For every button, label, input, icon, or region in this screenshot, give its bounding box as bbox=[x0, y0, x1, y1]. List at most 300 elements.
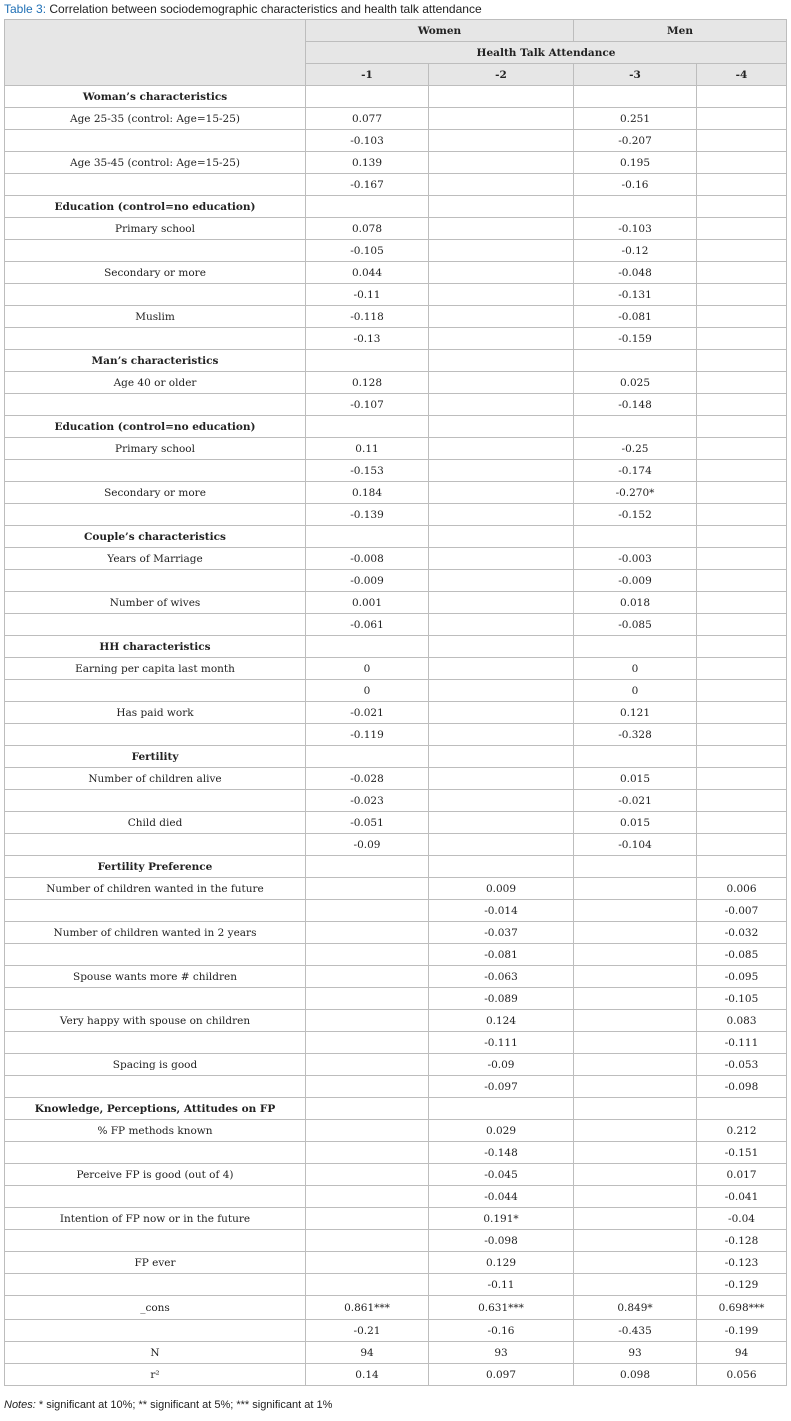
value-cell-col-3: 0.195 bbox=[574, 152, 697, 174]
value-cell-col-4 bbox=[697, 306, 787, 328]
value-cell-col-1: -0.153 bbox=[306, 460, 429, 482]
table-row bbox=[5, 460, 787, 482]
row-label-empty bbox=[5, 1076, 306, 1098]
value-cell-col-4 bbox=[697, 394, 787, 416]
value-cell-col-3 bbox=[574, 416, 697, 438]
value-cell-col-1 bbox=[306, 1120, 429, 1142]
value-cell-col-4 bbox=[697, 526, 787, 548]
row-label: Perceive FP is good (out of 4) bbox=[5, 1164, 306, 1186]
value-cell-col-3 bbox=[574, 1010, 697, 1032]
value-cell-col-1 bbox=[306, 1076, 429, 1098]
value-cell-col-4 bbox=[697, 416, 787, 438]
value-cell-col-3 bbox=[574, 1230, 697, 1252]
value-cell-col-2: -0.09 bbox=[429, 1054, 574, 1076]
value-cell-col-3: -0.152 bbox=[574, 504, 697, 526]
row-label: Spouse wants more # children bbox=[5, 966, 306, 988]
value-cell-col-2 bbox=[429, 680, 574, 702]
value-cell-col-3 bbox=[574, 350, 697, 372]
value-cell-col-4: -0.129 bbox=[697, 1274, 787, 1296]
value-cell-col-1: 0 bbox=[306, 680, 429, 702]
value-cell-col-2 bbox=[429, 504, 574, 526]
table-row bbox=[5, 372, 787, 394]
value-cell-col-3: -0.085 bbox=[574, 614, 697, 636]
value-cell-col-4 bbox=[697, 482, 787, 504]
table-row bbox=[5, 702, 787, 724]
table-row bbox=[5, 1164, 787, 1186]
value-cell-col-3 bbox=[574, 856, 697, 878]
row-label-empty bbox=[5, 1230, 306, 1252]
value-cell-col-4 bbox=[697, 218, 787, 240]
value-cell-col-4: -0.111 bbox=[697, 1032, 787, 1054]
row-label-empty bbox=[5, 1032, 306, 1054]
row-label-empty bbox=[5, 900, 306, 922]
value-cell-col-4: -0.199 bbox=[697, 1320, 787, 1342]
value-cell-col-1 bbox=[306, 1032, 429, 1054]
table-row bbox=[5, 1076, 787, 1098]
value-cell-col-1 bbox=[306, 1274, 429, 1296]
value-cell-col-3: -0.12 bbox=[574, 240, 697, 262]
value-cell-col-3 bbox=[574, 1274, 697, 1296]
value-cell-col-4: 94 bbox=[697, 1342, 787, 1364]
table-row bbox=[5, 240, 787, 262]
table-row bbox=[5, 394, 787, 416]
table-row bbox=[5, 438, 787, 460]
value-cell-col-1 bbox=[306, 1098, 429, 1120]
value-cell-col-2 bbox=[429, 108, 574, 130]
value-cell-col-4 bbox=[697, 592, 787, 614]
value-cell-col-1: -0.051 bbox=[306, 812, 429, 834]
value-cell-col-2 bbox=[429, 196, 574, 218]
section-heading: Fertility Preference bbox=[5, 856, 306, 878]
value-cell-col-1: -0.021 bbox=[306, 702, 429, 724]
header-men: Men bbox=[574, 20, 787, 42]
table-row bbox=[5, 790, 787, 812]
value-cell-col-4 bbox=[697, 86, 787, 108]
value-cell-col-3: -0.270* bbox=[574, 482, 697, 504]
table-caption-label: Table 3: bbox=[4, 2, 47, 16]
section-heading: Couple’s characteristics bbox=[5, 526, 306, 548]
value-cell-col-2 bbox=[429, 614, 574, 636]
row-label-empty bbox=[5, 240, 306, 262]
table-row bbox=[5, 306, 787, 328]
table-row bbox=[5, 1208, 787, 1230]
value-cell-col-3 bbox=[574, 922, 697, 944]
value-cell-col-1 bbox=[306, 922, 429, 944]
value-cell-col-4: 0.056 bbox=[697, 1364, 787, 1386]
value-cell-col-4 bbox=[697, 174, 787, 196]
value-cell-col-4 bbox=[697, 196, 787, 218]
table-row bbox=[5, 900, 787, 922]
header-col-4: -4 bbox=[697, 64, 787, 86]
value-cell-col-2 bbox=[429, 174, 574, 196]
section-row bbox=[5, 636, 787, 658]
value-cell-col-1 bbox=[306, 746, 429, 768]
value-cell-col-1: -0.028 bbox=[306, 768, 429, 790]
value-cell-col-2: -0.014 bbox=[429, 900, 574, 922]
value-cell-col-2 bbox=[429, 350, 574, 372]
row-label-empty bbox=[5, 394, 306, 416]
row-label: Age 35-45 (control: Age=15-25) bbox=[5, 152, 306, 174]
value-cell-col-1: -0.09 bbox=[306, 834, 429, 856]
table-row bbox=[5, 988, 787, 1010]
value-cell-col-4: 0.698*** bbox=[697, 1296, 787, 1320]
section-row bbox=[5, 856, 787, 878]
value-cell-col-1: -0.008 bbox=[306, 548, 429, 570]
value-cell-col-3: -0.103 bbox=[574, 218, 697, 240]
value-cell-col-4 bbox=[697, 658, 787, 680]
value-cell-col-4: -0.04 bbox=[697, 1208, 787, 1230]
header-col-2: -2 bbox=[429, 64, 574, 86]
row-label-empty bbox=[5, 1142, 306, 1164]
row-label-empty bbox=[5, 460, 306, 482]
value-cell-col-1: -0.103 bbox=[306, 130, 429, 152]
value-cell-col-2: -0.037 bbox=[429, 922, 574, 944]
row-label-empty bbox=[5, 1320, 306, 1342]
value-cell-col-1 bbox=[306, 944, 429, 966]
value-cell-col-2 bbox=[429, 702, 574, 724]
row-label: Number of children wanted in the future bbox=[5, 878, 306, 900]
value-cell-col-2: 0.097 bbox=[429, 1364, 574, 1386]
value-cell-col-3: 93 bbox=[574, 1342, 697, 1364]
value-cell-col-3 bbox=[574, 636, 697, 658]
value-cell-col-1: -0.009 bbox=[306, 570, 429, 592]
value-cell-col-4: -0.128 bbox=[697, 1230, 787, 1252]
value-cell-col-3 bbox=[574, 1076, 697, 1098]
row-label-empty bbox=[5, 504, 306, 526]
value-cell-col-2: 0.129 bbox=[429, 1252, 574, 1274]
row-label-empty bbox=[5, 570, 306, 592]
value-cell-col-1 bbox=[306, 1054, 429, 1076]
table-row bbox=[5, 262, 787, 284]
row-label: Intention of FP now or in the future bbox=[5, 1208, 306, 1230]
value-cell-col-4 bbox=[697, 702, 787, 724]
value-cell-col-3: -0.207 bbox=[574, 130, 697, 152]
section-row bbox=[5, 196, 787, 218]
row-label: Very happy with spouse on children bbox=[5, 1010, 306, 1032]
value-cell-col-1 bbox=[306, 966, 429, 988]
table-body bbox=[5, 86, 787, 1386]
value-cell-col-4 bbox=[697, 152, 787, 174]
value-cell-col-2 bbox=[429, 86, 574, 108]
value-cell-col-4: -0.053 bbox=[697, 1054, 787, 1076]
table-row bbox=[5, 1010, 787, 1032]
table-row bbox=[5, 1364, 787, 1386]
row-label: r² bbox=[5, 1364, 306, 1386]
value-cell-col-1: -0.023 bbox=[306, 790, 429, 812]
value-cell-col-3: -0.148 bbox=[574, 394, 697, 416]
value-cell-col-2: -0.045 bbox=[429, 1164, 574, 1186]
table-row bbox=[5, 152, 787, 174]
value-cell-col-4: -0.123 bbox=[697, 1252, 787, 1274]
value-cell-col-1: 0.044 bbox=[306, 262, 429, 284]
value-cell-col-3: 0.025 bbox=[574, 372, 697, 394]
value-cell-col-1: 0.139 bbox=[306, 152, 429, 174]
value-cell-col-2 bbox=[429, 548, 574, 570]
value-cell-col-2 bbox=[429, 768, 574, 790]
value-cell-col-3: 0.018 bbox=[574, 592, 697, 614]
section-heading: Knowledge, Perceptions, Attitudes on FP bbox=[5, 1098, 306, 1120]
section-row bbox=[5, 416, 787, 438]
value-cell-col-2 bbox=[429, 372, 574, 394]
row-label-empty bbox=[5, 790, 306, 812]
value-cell-col-3 bbox=[574, 1164, 697, 1186]
table-row bbox=[5, 680, 787, 702]
value-cell-col-1 bbox=[306, 878, 429, 900]
value-cell-col-4 bbox=[697, 570, 787, 592]
table-row bbox=[5, 218, 787, 240]
value-cell-col-1: -0.061 bbox=[306, 614, 429, 636]
notes-label: Notes: bbox=[4, 1399, 36, 1411]
value-cell-col-1: -0.119 bbox=[306, 724, 429, 746]
table-row bbox=[5, 658, 787, 680]
value-cell-col-3: -0.25 bbox=[574, 438, 697, 460]
value-cell-col-1: 0.001 bbox=[306, 592, 429, 614]
value-cell-col-3 bbox=[574, 746, 697, 768]
value-cell-col-3 bbox=[574, 988, 697, 1010]
row-label: _cons bbox=[5, 1296, 306, 1320]
row-label: Secondary or more bbox=[5, 262, 306, 284]
value-cell-col-4 bbox=[697, 350, 787, 372]
value-cell-col-1 bbox=[306, 1010, 429, 1032]
value-cell-col-2 bbox=[429, 394, 574, 416]
value-cell-col-2: -0.081 bbox=[429, 944, 574, 966]
value-cell-col-1: -0.105 bbox=[306, 240, 429, 262]
value-cell-col-3 bbox=[574, 86, 697, 108]
value-cell-col-1 bbox=[306, 196, 429, 218]
value-cell-col-1: -0.139 bbox=[306, 504, 429, 526]
section-row bbox=[5, 86, 787, 108]
section-row bbox=[5, 526, 787, 548]
value-cell-col-3: -0.159 bbox=[574, 328, 697, 350]
row-label-empty bbox=[5, 944, 306, 966]
value-cell-col-3: 0.015 bbox=[574, 812, 697, 834]
value-cell-col-1: -0.118 bbox=[306, 306, 429, 328]
value-cell-col-4 bbox=[697, 460, 787, 482]
value-cell-col-4 bbox=[697, 790, 787, 812]
value-cell-col-3 bbox=[574, 1120, 697, 1142]
section-row bbox=[5, 350, 787, 372]
value-cell-col-3 bbox=[574, 900, 697, 922]
value-cell-col-3: -0.048 bbox=[574, 262, 697, 284]
value-cell-col-4: -0.007 bbox=[697, 900, 787, 922]
value-cell-col-4 bbox=[697, 724, 787, 746]
value-cell-col-2: -0.098 bbox=[429, 1230, 574, 1252]
table-row bbox=[5, 834, 787, 856]
value-cell-col-4: 0.212 bbox=[697, 1120, 787, 1142]
value-cell-col-3 bbox=[574, 878, 697, 900]
table-row bbox=[5, 922, 787, 944]
table-row bbox=[5, 284, 787, 306]
value-cell-col-3 bbox=[574, 1032, 697, 1054]
value-cell-col-4 bbox=[697, 438, 787, 460]
row-label-empty bbox=[5, 724, 306, 746]
table-row bbox=[5, 504, 787, 526]
value-cell-col-3: -0.435 bbox=[574, 1320, 697, 1342]
value-cell-col-3: -0.021 bbox=[574, 790, 697, 812]
value-cell-col-2: 93 bbox=[429, 1342, 574, 1364]
value-cell-col-2 bbox=[429, 856, 574, 878]
value-cell-col-3: -0.16 bbox=[574, 174, 697, 196]
table-row bbox=[5, 174, 787, 196]
row-label: % FP methods known bbox=[5, 1120, 306, 1142]
row-label-empty bbox=[5, 1274, 306, 1296]
value-cell-col-2: -0.097 bbox=[429, 1076, 574, 1098]
value-cell-col-2 bbox=[429, 306, 574, 328]
value-cell-col-2 bbox=[429, 746, 574, 768]
table-row bbox=[5, 1320, 787, 1342]
table-row bbox=[5, 1054, 787, 1076]
table-row bbox=[5, 1120, 787, 1142]
value-cell-col-3 bbox=[574, 196, 697, 218]
value-cell-col-2 bbox=[429, 130, 574, 152]
row-label-empty bbox=[5, 328, 306, 350]
value-cell-col-2: -0.11 bbox=[429, 1274, 574, 1296]
value-cell-col-1: -0.13 bbox=[306, 328, 429, 350]
value-cell-col-1 bbox=[306, 1230, 429, 1252]
row-label: Primary school bbox=[5, 218, 306, 240]
section-heading: Education (control=no education) bbox=[5, 416, 306, 438]
table-row bbox=[5, 966, 787, 988]
header-col-1: -1 bbox=[306, 64, 429, 86]
value-cell-col-3 bbox=[574, 1186, 697, 1208]
section-heading: HH characteristics bbox=[5, 636, 306, 658]
value-cell-col-2 bbox=[429, 526, 574, 548]
value-cell-col-1 bbox=[306, 900, 429, 922]
value-cell-col-4 bbox=[697, 130, 787, 152]
value-cell-col-4 bbox=[697, 284, 787, 306]
value-cell-col-2 bbox=[429, 416, 574, 438]
value-cell-col-4 bbox=[697, 680, 787, 702]
value-cell-col-3 bbox=[574, 1142, 697, 1164]
table-row bbox=[5, 1032, 787, 1054]
value-cell-col-1: -0.11 bbox=[306, 284, 429, 306]
value-cell-col-3: 0.098 bbox=[574, 1364, 697, 1386]
table-caption bbox=[4, 0, 482, 18]
value-cell-col-4: 0.083 bbox=[697, 1010, 787, 1032]
value-cell-col-1 bbox=[306, 636, 429, 658]
value-cell-col-3: 0.849* bbox=[574, 1296, 697, 1320]
value-cell-col-2 bbox=[429, 658, 574, 680]
value-cell-col-1: 0.861*** bbox=[306, 1296, 429, 1320]
value-cell-col-2 bbox=[429, 790, 574, 812]
table-row bbox=[5, 614, 787, 636]
value-cell-col-2: -0.148 bbox=[429, 1142, 574, 1164]
value-cell-col-4: -0.151 bbox=[697, 1142, 787, 1164]
value-cell-col-1: -0.167 bbox=[306, 174, 429, 196]
header-women: Women bbox=[306, 20, 574, 42]
table-row bbox=[5, 592, 787, 614]
value-cell-col-2 bbox=[429, 724, 574, 746]
row-label-empty bbox=[5, 284, 306, 306]
value-cell-col-4 bbox=[697, 240, 787, 262]
value-cell-col-2: -0.111 bbox=[429, 1032, 574, 1054]
table-row bbox=[5, 482, 787, 504]
value-cell-col-2 bbox=[429, 460, 574, 482]
row-label: FP ever bbox=[5, 1252, 306, 1274]
table-row bbox=[5, 130, 787, 152]
value-cell-col-1 bbox=[306, 86, 429, 108]
row-label-empty bbox=[5, 1186, 306, 1208]
value-cell-col-4 bbox=[697, 614, 787, 636]
table-row bbox=[5, 1186, 787, 1208]
value-cell-col-3: 0.121 bbox=[574, 702, 697, 724]
table-row bbox=[5, 570, 787, 592]
section-heading: Fertility bbox=[5, 746, 306, 768]
value-cell-col-2: 0.631*** bbox=[429, 1296, 574, 1320]
table-row bbox=[5, 1252, 787, 1274]
value-cell-col-4 bbox=[697, 372, 787, 394]
value-cell-col-3: 0 bbox=[574, 658, 697, 680]
value-cell-col-4: -0.085 bbox=[697, 944, 787, 966]
value-cell-col-4: -0.032 bbox=[697, 922, 787, 944]
row-label: Number of wives bbox=[5, 592, 306, 614]
value-cell-col-4 bbox=[697, 504, 787, 526]
value-cell-col-4: -0.095 bbox=[697, 966, 787, 988]
value-cell-col-1 bbox=[306, 1252, 429, 1274]
value-cell-col-2 bbox=[429, 570, 574, 592]
section-heading: Education (control=no education) bbox=[5, 196, 306, 218]
table-row bbox=[5, 108, 787, 130]
value-cell-col-3 bbox=[574, 1252, 697, 1274]
table-row bbox=[5, 1142, 787, 1164]
header-col-3: -3 bbox=[574, 64, 697, 86]
value-cell-col-1: 0.184 bbox=[306, 482, 429, 504]
value-cell-col-3: -0.081 bbox=[574, 306, 697, 328]
table-row bbox=[5, 944, 787, 966]
row-label-empty bbox=[5, 130, 306, 152]
value-cell-col-4 bbox=[697, 548, 787, 570]
row-label: Muslim bbox=[5, 306, 306, 328]
value-cell-col-3 bbox=[574, 944, 697, 966]
value-cell-col-4 bbox=[697, 856, 787, 878]
row-label: Primary school bbox=[5, 438, 306, 460]
value-cell-col-4 bbox=[697, 834, 787, 856]
table-row bbox=[5, 548, 787, 570]
value-cell-col-2 bbox=[429, 636, 574, 658]
value-cell-col-1: -0.21 bbox=[306, 1320, 429, 1342]
value-cell-col-1 bbox=[306, 1164, 429, 1186]
section-heading: Woman’s characteristics bbox=[5, 86, 306, 108]
table-row bbox=[5, 768, 787, 790]
value-cell-col-3 bbox=[574, 526, 697, 548]
header-blank-cell bbox=[5, 20, 306, 86]
table-row bbox=[5, 328, 787, 350]
section-row bbox=[5, 1098, 787, 1120]
value-cell-col-4 bbox=[697, 328, 787, 350]
table-row bbox=[5, 1342, 787, 1364]
row-label: Spacing is good bbox=[5, 1054, 306, 1076]
value-cell-col-2 bbox=[429, 834, 574, 856]
value-cell-col-4 bbox=[697, 812, 787, 834]
value-cell-col-4 bbox=[697, 262, 787, 284]
value-cell-col-1: 0.078 bbox=[306, 218, 429, 240]
value-cell-col-2: -0.089 bbox=[429, 988, 574, 1010]
row-label-empty bbox=[5, 174, 306, 196]
row-label: Age 40 or older bbox=[5, 372, 306, 394]
row-label: N bbox=[5, 1342, 306, 1364]
value-cell-col-4: 0.017 bbox=[697, 1164, 787, 1186]
value-cell-col-2: 0.124 bbox=[429, 1010, 574, 1032]
value-cell-col-2 bbox=[429, 1098, 574, 1120]
value-cell-col-2 bbox=[429, 812, 574, 834]
value-cell-col-3: -0.009 bbox=[574, 570, 697, 592]
row-label: Has paid work bbox=[5, 702, 306, 724]
value-cell-col-2: -0.063 bbox=[429, 966, 574, 988]
row-label-empty bbox=[5, 680, 306, 702]
table-caption-text: Correlation between sociodemographic characteristics and health talk attendance bbox=[46, 2, 482, 16]
value-cell-col-1 bbox=[306, 526, 429, 548]
value-cell-col-2 bbox=[429, 218, 574, 240]
